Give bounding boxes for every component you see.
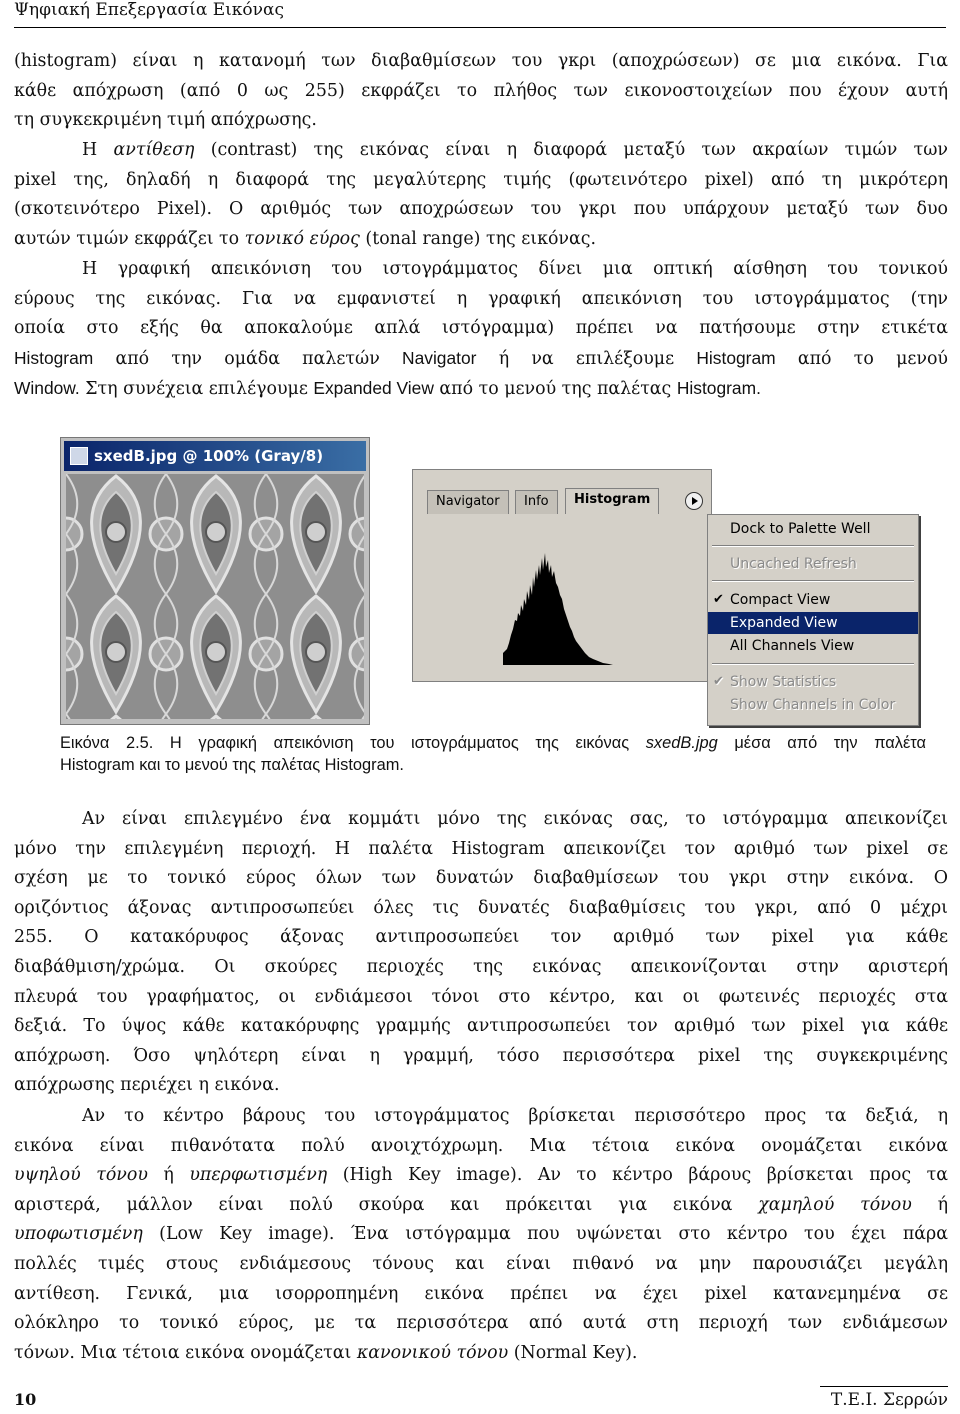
text-line: 255. Ο κατακόρυφος άξονας αντιπροσωπεύει τον αριθμό των pixel για κάθε: [14, 927, 948, 948]
text-run: (Low Key image). Ένα ιστόγραμμα που υψώνεται στο κέντρο του έχει πάρα: [142, 1224, 948, 1245]
text-line: (σκοτεινότερο Pixel). Ο αριθμός των αποχρώσεων του γκρι που υπάρχουν μεταξύ των δυο: [14, 199, 948, 220]
emphasis-term: υπερφωτισμένη: [189, 1165, 328, 1186]
text-line: pixel της, δηλαδή η διαφορά της μεγαλύτερης τιμής (φωτεινότερο pixel) από τη μικρότερη: [14, 169, 948, 190]
text-line: εύρους της εικόνας. Για να εμφανιστεί η γραφική απεικόνιση του ιστογράμματος (την: [14, 288, 948, 309]
menu-separator: [712, 545, 914, 547]
ui-term: Histogram: [696, 347, 776, 368]
paragraph-contrast: [14, 136, 948, 254]
menu-separator: [712, 580, 914, 582]
text-line: διαβάθμιση/χρώμα. Οι σκούρες περιοχές της εικόνας απεικονίζονται στην αριστερή: [14, 956, 948, 977]
menu-item-compact-view[interactable]: [708, 589, 918, 611]
header-rule: [14, 27, 946, 28]
histogram-palette[interactable]: [412, 469, 712, 682]
text-line: κάθε απόχρωση (από 0 ως 255) εκφράζει το πλήθος των εικονοστοιχείων που έχουν αυτή: [14, 80, 948, 101]
ui-term: Histogram.: [676, 378, 761, 399]
text-run: (tonal range) της εικόνας.: [359, 228, 597, 249]
checkmark-icon: ✔: [713, 674, 724, 689]
menu-item-show-channels-in-color[interactable]: [708, 694, 918, 716]
paragraph-histogram-definition: [14, 47, 948, 136]
paragraph-key-images: [14, 1102, 948, 1368]
ui-term: Histogram: [14, 347, 94, 368]
text-run: (High Key image). Αν το κέντρο βάρους βρίσκεται προς τα: [327, 1165, 948, 1186]
emphasis-term: κανονικού τόνου: [356, 1342, 509, 1363]
text-line: Η γραφική απεικόνιση του ιστογράμματος δίνει μια οπτική αίσθηση του τονικού: [82, 259, 948, 279]
ui-term: Navigator: [402, 347, 477, 368]
page-number: 10: [14, 1390, 37, 1409]
text-line: Αν είναι επιλεγμένο ένα κομμάτι μόνο της εικόνας σας, το ιστόγραμμα απεικονίζει: [82, 809, 948, 829]
text-line: [14, 1339, 948, 1369]
image-window-title: sxedB.jpg @ 100% (Gray/8): [94, 447, 324, 465]
menu-item-label: Dock to Palette Well: [730, 521, 871, 537]
text-run: από το μενού: [775, 348, 948, 369]
menu-item-expanded-view[interactable]: [708, 612, 918, 634]
ui-term: Window.: [14, 378, 80, 399]
menu-item-dock-to-palette-well[interactable]: [708, 518, 918, 540]
tab-navigator[interactable]: Navigator: [427, 490, 509, 514]
text-line: ολόκληρο το τονικό εύρος, με τα περισσότερα από αυτά στη περιοχή των ενδιάμεσων: [14, 1313, 948, 1334]
emphasis-term: αντίθεση: [113, 140, 195, 160]
text-line: απόχρωσης περιέχει η εικόνα.: [14, 1075, 280, 1096]
text-run: Στη συνέχεια επιλέγουμε: [79, 379, 314, 400]
text-line: εικόνα είναι πιθανότατα πολύ ανοιχτόχρωμη. Μια τέτοια εικόνα ονομάζεται εικόνα: [14, 1135, 948, 1156]
emphasis-term: υψηλού τόνου: [14, 1165, 148, 1186]
text-line: [14, 344, 948, 375]
text-line: [14, 374, 948, 405]
text-line: [14, 1220, 948, 1250]
caption-line: Histogram και το μενού της παλέτας Histogram.: [60, 756, 404, 774]
text-run: Η γραφική απεικόνιση του ιστογράμματος της εικόνας: [153, 734, 646, 752]
text-line: πολλές τιμές στους ενδιάμεσους τόνους και είναι πιθανό να μην παρουσιάζει μεγάλη: [14, 1253, 948, 1274]
text-line: σχέση με το τονικό εύρος όλων των δυνατών διαβαθμίσεων του γκρι στην εικόνα. Ο: [14, 868, 948, 889]
text-line: [14, 1161, 948, 1191]
paragraph-histogram-display: [14, 255, 948, 405]
text-line: οριζόντιος άξονας αντιπροσωπεύει όλες τις δυνατές διαβαθμίσεις του γκρι, από 0 μέχρι: [14, 897, 948, 918]
text-line: μόνο την επιλεγμένη περιοχή. Η παλέτα Histogram απεικονίζει τον αριθμό των pixel σε: [14, 838, 948, 859]
text-run: από το μενού της παλέτας: [433, 379, 677, 400]
checkmark-icon: ✔: [713, 592, 724, 607]
text-run: (contrast) της εικόνας είναι η διαφορά μεταξύ των ακραίων τιμών των: [194, 140, 948, 160]
figure-number: Εικόνα 2.5.: [60, 734, 154, 752]
emphasis-term: τονικό εύρος: [244, 228, 360, 249]
menu-item-show-statistics[interactable]: [708, 671, 918, 693]
running-header: Ψηφιακή Επεξεργασία Εικόνας: [14, 0, 284, 20]
text-run: ή: [911, 1194, 948, 1215]
caption-line: [60, 732, 926, 754]
menu-item-label: Compact View: [730, 592, 831, 608]
palette-menu-arrow-icon[interactable]: [685, 492, 703, 510]
menu-separator: [712, 663, 914, 665]
palette-flyout-menu: [707, 514, 919, 726]
text-line: αντίθεση. Γενικά, μια ισορροπημένη εικόνα πρέπει να έχει pixel κατανεμημένα σε: [14, 1283, 948, 1304]
text-run: από την ομάδα παλετών: [93, 348, 403, 369]
menu-item-label: All Channels View: [730, 638, 855, 654]
text-run: αριστερά, μάλλον είναι πολύ σκούρα και πρόκειται για εικόνα: [14, 1194, 759, 1215]
text-line: (histogram) είναι η κατανομή των διαβαθμίσεων του γκρι (αποχρώσεων) σε μια εικόνα. Για: [14, 51, 948, 71]
emphasis-term: χαμηλού τόνου: [758, 1194, 912, 1215]
text-run: μέσα από την παλέτα: [717, 734, 926, 752]
text-run: τόνων. Μια τέτοια εικόνα ονομάζεται: [14, 1342, 357, 1363]
text-line: οποία στο εξής θα αποκαλούμε απλά ιστόγραμμα) πρέπει να πατήσουμε στην ετικέτα: [14, 318, 948, 339]
text-line: [14, 136, 948, 166]
institution-name: Τ.Ε.Ι. Σερρών: [830, 1390, 948, 1410]
menu-item-label: Show Statistics: [730, 674, 837, 690]
histogram-graph: [423, 525, 703, 675]
menu-item-label: Expanded View: [730, 615, 838, 631]
emphasis-filename: sxedB.jpg: [645, 734, 718, 752]
image-window-titlebar[interactable]: [64, 441, 366, 471]
footer-rule: [820, 1386, 948, 1387]
tab-histogram[interactable]: Histogram: [565, 488, 659, 514]
text-line: δεξιά. Το ύψος κάθε κατακόρυφης γραμμής αντιπροσωπεύει τον αριθμό των pixel για κάθε: [14, 1016, 948, 1037]
menu-item-label: Show Channels in Color: [730, 697, 896, 713]
text-line: τη συγκεκριμένη τιμή απόχρωσης.: [14, 110, 317, 131]
text-line: απόχρωση. Όσο ψηλότερη είναι η γραμμή, τόσο περισσότερα pixel της συγκεκριμένης: [14, 1045, 948, 1066]
text-line: [14, 1191, 948, 1221]
text-run: Η: [82, 140, 114, 160]
ornamental-pattern-image: [66, 474, 364, 719]
paragraph-histogram-explanation: [14, 805, 948, 1101]
image-document-window[interactable]: [60, 437, 370, 725]
photoshop-document-icon: [70, 447, 88, 465]
emphasis-term: υποφωτισμένη: [14, 1224, 143, 1245]
text-line: πλευρά του γραφήματος, οι ενδιάμεσοι τόνοι στο κέντρο, και οι φωτεινές περιοχές στα: [14, 986, 948, 1007]
ui-term: Expanded View: [313, 378, 434, 399]
tab-info[interactable]: Info: [515, 490, 558, 514]
text-line: Αν το κέντρο βάρους του ιστογράμματος βρίσκεται περισσότερο προς τα δεξιά, η: [82, 1106, 948, 1126]
text-run: ή να επιλέξουμε: [476, 348, 697, 369]
text-run: (Normal Key).: [508, 1342, 638, 1363]
menu-item-all-channels-view[interactable]: [708, 635, 918, 657]
figure-caption: [60, 732, 926, 776]
text-line: [14, 225, 948, 255]
histogram-bars: [503, 553, 613, 665]
menu-item-label: Uncached Refresh: [730, 556, 857, 572]
text-run: αυτών τιμών εκφράζει το: [14, 228, 245, 249]
menu-item-uncached-refresh[interactable]: [708, 553, 918, 575]
text-run: ή: [147, 1165, 190, 1186]
